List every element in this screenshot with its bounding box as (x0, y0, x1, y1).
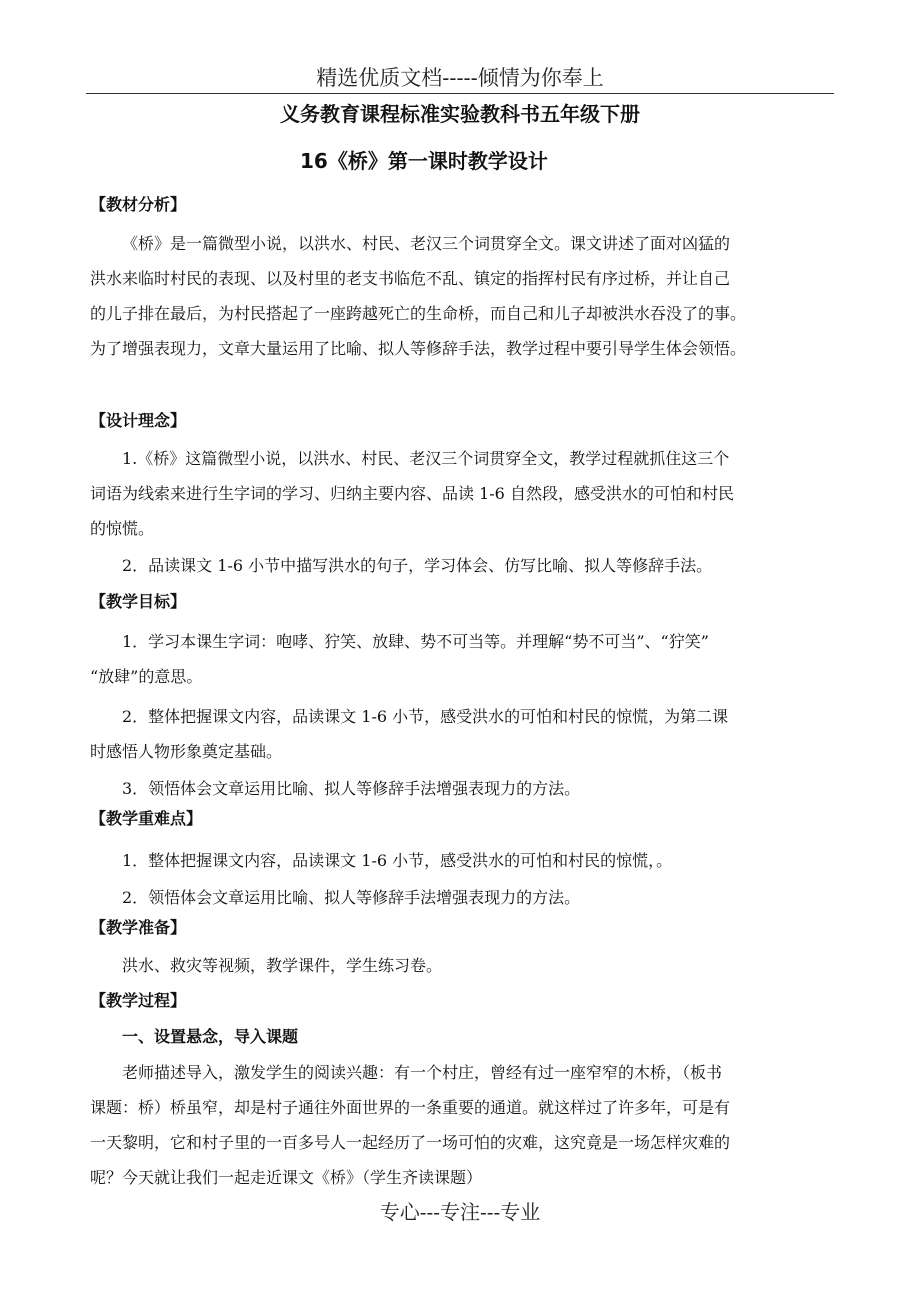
paragraph-line: “放肆”的意思。 (90, 667, 203, 686)
paragraph-line: 的儿子排在最后，为村民搭起了一座跨越死亡的生命桥，而自己和儿子却被洪水吞没了的事。 (90, 304, 747, 323)
section-heading-key-points: 【教学重难点】 (90, 809, 203, 828)
paragraph-line: 1.《桥》这篇微型小说，以洪水、村民、老汉三个词贯穿全文，教学过程就抓住这三个 (122, 449, 730, 468)
paragraph-line: 为了增强表现力，文章大量运用了比喻、拟人等修辞手法，教学过程中要引导学生体会领悟。 (90, 339, 747, 358)
lesson-title: 16《桥》第一课时教学设计 (300, 149, 548, 173)
paragraph-line: 洪水来临时村民的表现、以及村里的老支书临危不乱、镇定的指挥村民有序过桥，并让自己 (90, 269, 731, 288)
section-heading-concept: 【设计理念】 (90, 411, 187, 430)
header-divider (86, 93, 834, 94)
paragraph-line: 洪水、救灾等视频，教学课件，学生练习卷。 (122, 956, 443, 975)
paragraph-line: 呢？今天就让我们一起走近课文《桥》（学生齐读课题） (90, 1168, 483, 1187)
paragraph-line: 2．领悟体会文章运用比喻、拟人等修辞手法增强表现力的方法。 (122, 888, 581, 907)
paragraph-line: 的惊慌。 (90, 519, 155, 538)
page-header: 精选优质文档-----倾情为你奉上 (316, 66, 604, 90)
paragraph-line: 词语为线索来进行生字词的学习、归纳主要内容、品读 1-6 自然段，感受洪水的可怕和村民 (90, 484, 734, 503)
paragraph-line: 老师描述导入，激发学生的阅读兴趣：有一个村庄，曾经有过一座窄窄的木桥，（板书 (122, 1063, 723, 1082)
section-heading-preparation: 【教学准备】 (90, 918, 187, 937)
document-title: 义务教育课程标准实验教科书五年级下册 (280, 102, 640, 126)
section-heading-analysis: 【教材分析】 (90, 195, 187, 214)
paragraph-line: 一天黎明，它和村子里的一百多号人一起经历了一场可怕的灾难，这究竟是一场怎样灾难的 (90, 1133, 731, 1152)
section-heading-process: 【教学过程】 (90, 991, 187, 1010)
paragraph-line: 课题：桥）桥虽窄，却是村子通往外面世界的一条重要的通道。就这样过了许多年，可是有 (90, 1098, 731, 1117)
paragraph-line: 1．整体把握课文内容，品读课文 1-6 小节，感受洪水的可怕和村民的惊慌，。 (122, 851, 673, 870)
process-subheading: 一、设置悬念，导入课题 (122, 1027, 299, 1046)
section-heading-goals: 【教学目标】 (90, 592, 187, 611)
paragraph-line: 2．整体把握课文内容，品读课文 1-6 小节，感受洪水的可怕和村民的惊慌，为第二课 (122, 707, 729, 726)
paragraph-line: 1．学习本课生字词：咆哮、狞笑、放肆、势不可当等。并理解“势不可当”、“狞笑” (122, 632, 709, 651)
page-footer: 专心---专注---专业 (379, 1200, 541, 1224)
paragraph-line: 《桥》是一篇微型小说，以洪水、村民、老汉三个词贯穿全文。课文讲述了面对凶猛的 (122, 234, 731, 253)
paragraph-line: 时感悟人物形象奠定基础。 (90, 742, 283, 761)
paragraph-line: 3．领悟体会文章运用比喻、拟人等修辞手法增强表现力的方法。 (122, 779, 581, 798)
paragraph-line: 2．品读课文 1-6 小节中描写洪水的句子，学习体会、仿写比喻、拟人等修辞手法。 (122, 556, 713, 575)
